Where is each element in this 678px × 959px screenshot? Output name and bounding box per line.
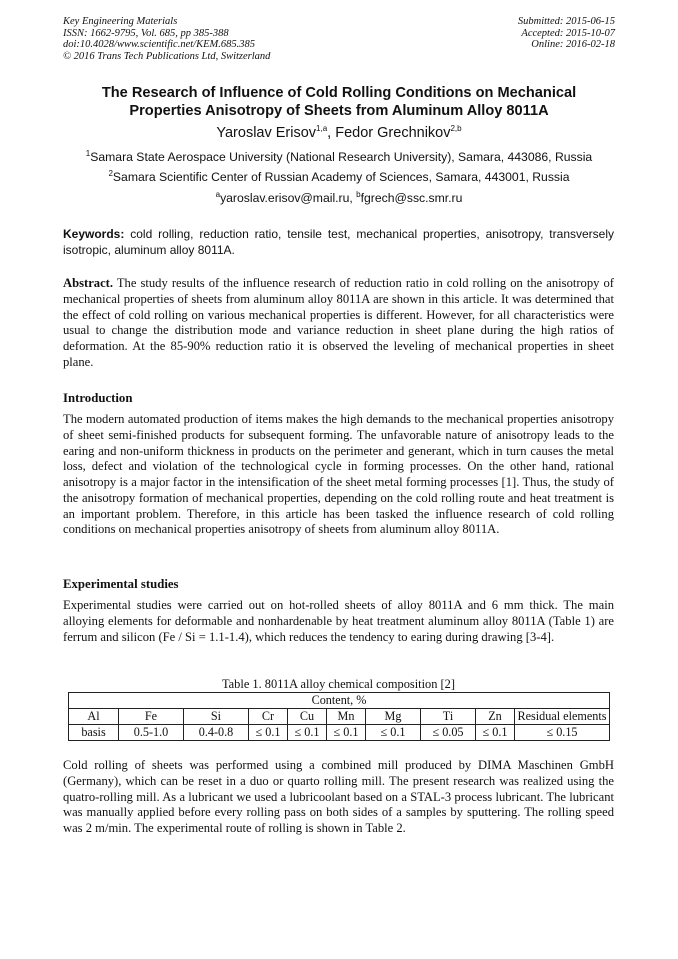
cell-ti: ≤ 0.05 [421, 725, 476, 741]
experimental-heading: Experimental studies [63, 577, 179, 591]
affiliation-2-sup: 2 [108, 168, 113, 178]
experimental-text-2: Cold rolling of sheets was performed using a combined mill produced by DIMA Maschinen GmbH (Germany), which can be reset in a duo or quarto rolling mill. The present research was realized using the quatro-rolling mill. As a lubricant we used a lubricoolant based on a STAL-3 process lubricant. The lubricant was manually applied before every rolling pass on both sides of a samples by sputtering. The rolling speed was 2 m/min. The experimental route of rolling is shown in Table 2. [63, 758, 614, 835]
introduction-text: The modern automated production of items makes the high demands to the mechanical properties anisotropy of sheet semi-finished products for subsequent forming. The unfavorable nature of anisotropy leads to the earing and non-uniform thickness in products on the perimeter and generant, which in turn causes the metal loss, defect and violation of the technological cycle in forming processes. On the other hand, rational anisotropy is a major factor in the intensification of the sheet metal forming processes [1]. Thus, the study of the anisotropy formation of mechanical properties, depending on the cold rolling route and heat treatment is an important problem. Therefore, in this article has been tasked the influence research of cold rolling conditions on mechanical properties anisotropy of sheets from aluminum alloy 8011A. [63, 412, 614, 537]
table-row [69, 725, 610, 741]
keywords [63, 227, 614, 258]
table-header-row [69, 709, 610, 725]
cell-mn: ≤ 0.1 [327, 725, 366, 741]
cell-zn: ≤ 0.1 [476, 725, 515, 741]
cell-mg: ≤ 0.1 [366, 725, 421, 741]
title-line-1: The Research of Influence of Cold Rolling Conditions on Mechanical [101, 85, 577, 101]
abstract [63, 276, 614, 371]
keywords-label: Keywords: [63, 227, 125, 241]
col-header-residual: Residual elements [515, 709, 610, 725]
col-header-mg: Mg [366, 709, 421, 725]
paper-title [60, 84, 618, 120]
col-header-cu: Cu [288, 709, 327, 725]
journal-doi: doi:10.4028/www.scientific.net/KEM.685.385 [63, 39, 255, 50]
table-group-header: Content, % [69, 693, 610, 709]
cell-fe: 0.5-1.0 [119, 725, 184, 741]
affiliation-1-sup: 1 [85, 148, 91, 158]
author-2: Fedor Grechnikov [335, 125, 451, 141]
cell-residual: ≤ 0.15 [515, 725, 610, 741]
cell-al: basis [69, 725, 119, 741]
table-header-group-row [69, 693, 610, 709]
chemical-composition-table [68, 692, 610, 741]
abstract-text: The study results of the influence research of reduction ratio in cold rolling on the anisotropy of mechanical properties of sheets from aluminum alloy 8011A are shown in this article. It was determined that the effect of cold rolling on various mechanical properties is different. However, for all characteristics were usual to change the distribution mode and variance reduction in sheet plane during the high ratios of deformation. At the 85-90% reduction ratio it is observed the leveling of mechanical properties in sheet plane. [63, 276, 614, 369]
cell-cr: ≤ 0.1 [249, 725, 288, 741]
cell-si: 0.4-0.8 [184, 725, 249, 741]
abstract-label: Abstract. [63, 276, 114, 290]
col-header-si: Si [184, 709, 249, 725]
email-b-sup: b [356, 189, 361, 199]
submitted-date: Submitted: 2015-06-15 [517, 16, 615, 27]
email-a[interactable]: yaroslav.erisov@mail.ru, [220, 191, 357, 205]
experimental-text-1: Experimental studies were carried out on hot-rolled sheets of alloy 8011A and 6 mm thick. The main alloying elements for deformable and nonhardenable by heat treatment aluminum alloy 8011A (Table 1) are ferrum and silicon (Fe / Si = 1.1-1.4), which reduces the tendency to earing during drawing [3-4]. [63, 598, 614, 644]
journal-info [63, 16, 270, 62]
author-separator: , [327, 125, 336, 141]
email-a-sup: a [215, 189, 221, 199]
online-date: Online: 2016-02-18 [531, 39, 615, 50]
table-1-caption: Table 1. 8011A alloy chemical composition [2] [221, 677, 455, 691]
col-header-ti: Ti [421, 709, 476, 725]
journal-issn: ISSN: 1662-9795, Vol. 685, pp 385-388 [63, 27, 229, 39]
author-1: Yaroslav Erisov [216, 125, 317, 141]
title-line-2: Properties Anisotropy of Sheets from Aluminum Alloy 8011A [129, 103, 549, 119]
col-header-cr: Cr [249, 709, 288, 725]
journal-name: Key Engineering Materials [63, 16, 178, 27]
journal-copyright: © 2016 Trans Tech Publications Ltd, Switzerland [63, 50, 271, 62]
col-header-fe: Fe [119, 709, 184, 725]
author-2-sup: 2,b [450, 124, 462, 134]
author-emails [40, 191, 638, 206]
author-1-sup: 1,a [316, 124, 328, 134]
submission-dates [518, 16, 615, 51]
affiliation-2-text: Samara Scientific Center of Russian Academy of Sciences, Samara, 443001, Russia [112, 170, 570, 184]
col-header-zn: Zn [476, 709, 515, 725]
col-header-mn: Mn [327, 709, 366, 725]
affiliation-1 [40, 150, 638, 165]
email-b[interactable]: fgrech@ssc.smr.ru [360, 191, 463, 205]
col-header-al: Al [69, 709, 119, 725]
accepted-date: Accepted: 2015-10-07 [521, 27, 615, 39]
author-list [60, 124, 618, 142]
introduction-heading: Introduction [63, 391, 133, 405]
cell-cu: ≤ 0.1 [288, 725, 327, 741]
keywords-text: cold rolling, reduction ratio, tensile test, mechanical properties, anisotropy, transversely isotropic, aluminum alloy 8011A. [63, 227, 614, 257]
affiliation-1-text: Samara State Aerospace University (National Research University), Samara, 443086, Russia [90, 150, 593, 164]
affiliation-2 [40, 170, 638, 185]
